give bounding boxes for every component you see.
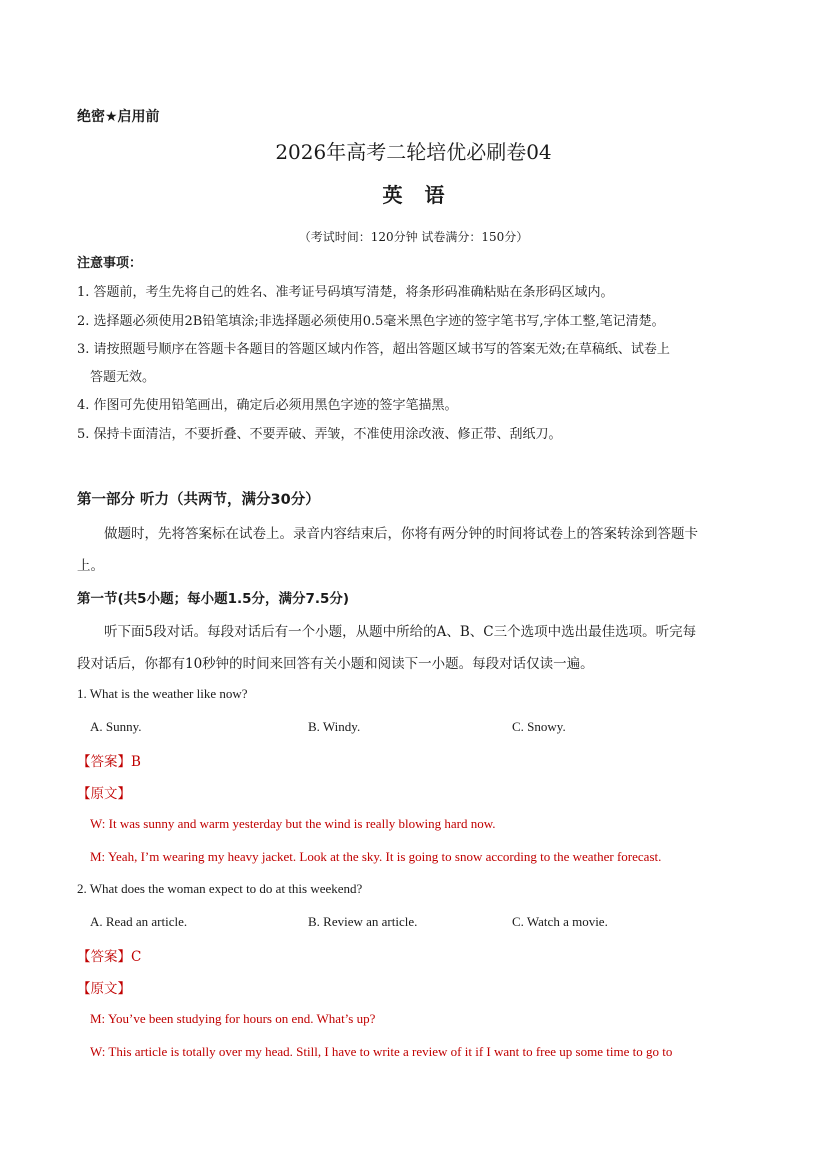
notice-heading: 注意事项：	[77, 256, 143, 271]
question-2-option-a: A. Read an article.	[90, 914, 188, 929]
notice-item-3: 3. 请按照题号顺序在答题卡各题目的答题区域内作答，超出答题区域书写的答案无效;在草稿纸、试卷上	[77, 342, 670, 357]
part1-instructions-line1: 做题时，先将答案标在试卷上。录音内容结束后，你将有两分钟的时间将试卷上的答案转涂到答题卡	[104, 526, 698, 542]
notice-item-5: 5. 保持卡面清洁，不要折叠、不要弄破、弄皱，不准使用涂改液、修正带、刮纸刀。	[77, 427, 562, 442]
question-1-option-a: A. Sunny.	[90, 719, 142, 734]
answer-value: C	[131, 949, 142, 965]
question-1-script-label: 【原文】	[77, 786, 131, 802]
section1-instructions-line2: 段对话后，你都有10秒钟的时间来回答有关小题和阅读下一小题。每段对话仅读一遍。	[77, 656, 594, 672]
part1-heading: 第一部分 听力（共两节，满分30分）	[77, 492, 320, 508]
question-2-option-c: C. Watch a movie.	[512, 914, 608, 929]
answer-label: 【答案】	[77, 754, 131, 770]
question-1-answer	[77, 750, 141, 770]
question-2-option-b: B. Review an article.	[308, 914, 418, 929]
notice-item-4: 4. 作图可先使用铅笔画出，确定后必须用黑色字迹的签字笔描黑。	[77, 398, 458, 413]
question-1-script-line2: M: Yeah, I’m wearing my heavy jacket. Look at the sky. It is going to snow according to the weather forecast.	[90, 849, 662, 864]
secret-label: 绝密★启用前	[77, 109, 160, 125]
section1-instructions-line1: 听下面5段对话。每段对话后有一个小题，从题中所给的A、B、C三个选项中选出最佳选项。听完每	[104, 624, 697, 640]
question-2-script-line1: M: You’ve been studying for hours on end. What’s up?	[90, 1011, 376, 1026]
question-2-answer	[77, 945, 141, 965]
question-1-stem: 1. What is the weather like now?	[77, 686, 248, 701]
subject-title: 英语	[382, 183, 467, 207]
question-1-option-b: B. Windy.	[308, 719, 361, 734]
notice-item-3-continued: 答题无效。	[90, 370, 156, 385]
question-2-script-label: 【原文】	[77, 981, 131, 997]
answer-label: 【答案】	[77, 949, 131, 965]
section1-heading: 第一节(共5小题；每小题1.5分，满分7.5分)	[77, 591, 350, 607]
exam-time-info: （考试时间：120分钟 试卷满分：150分）	[298, 230, 529, 244]
question-1-option-c: C. Snowy.	[512, 719, 566, 734]
answer-value: B	[131, 754, 141, 770]
notice-item-2: 2. 选择题必须使用2B铅笔填涂;非选择题必须使用0.5毫米黑色字迹的签字笔书写,字体工整,笔记清楚。	[77, 314, 665, 329]
notice-item-1: 1. 答题前，考生先将自己的姓名、准考证号码填写清楚，将条形码准确粘贴在条形码区域内。	[77, 285, 614, 300]
part1-instructions-line2: 上。	[77, 558, 104, 574]
question-2-stem: 2. What does the woman expect to do at this weekend?	[77, 881, 363, 896]
question-1-script-line1: W: It was sunny and warm yesterday but the wind is really blowing hard now.	[90, 816, 496, 831]
page-title: 2026年高考二轮培优必刷卷04	[275, 140, 552, 164]
question-2-script-line2: W: This article is totally over my head. Still, I have to write a review of it if I want to free up some time to go to	[90, 1044, 673, 1059]
